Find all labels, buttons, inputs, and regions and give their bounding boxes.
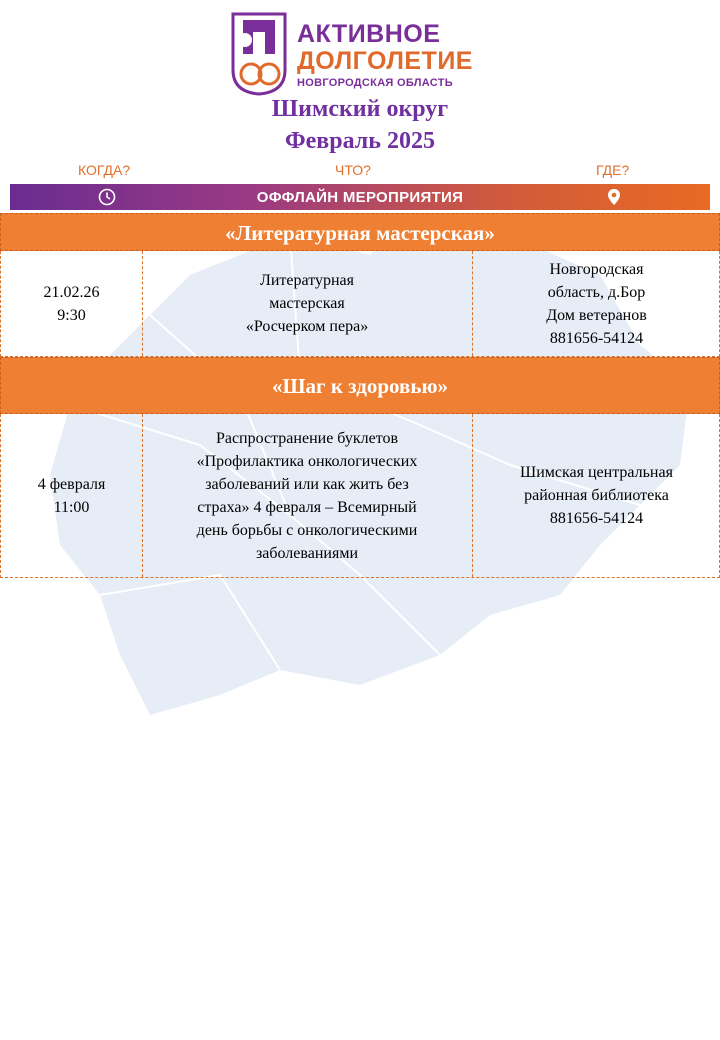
section-header-literary-workshop: «Литературная мастерская» (0, 213, 720, 251)
section-header-step-to-health: «Шаг к здоровью» (0, 357, 720, 414)
banner-label: ОФФЛАЙН МЕРОПРИЯТИЯ (256, 189, 464, 206)
event-where: Новгородская область, д.Бор Дом ветеранов 881656-54124 (546, 260, 647, 347)
page-subtitle: Февраль 2025 (285, 128, 435, 154)
event-what: Распространение буклетов «Профилактика онкологических заболеваний или как жить без страха» 4 февраля – Всемирный день борьбы с онкологическими заболеваниями (196, 429, 418, 562)
brand-line-2: ДОЛГОЛЕТИЕ (297, 47, 473, 75)
column-when-label: КОГДА? (78, 162, 131, 178)
column-what-label: ЧТО? (335, 162, 371, 178)
event-row-step-to-health (0, 414, 720, 578)
logo-emblem-icon (229, 10, 289, 96)
location-pin-icon (606, 188, 622, 206)
active-longevity-logo (229, 10, 494, 96)
offline-events-banner (10, 184, 710, 210)
event-when: 21.02.26 9:30 (43, 283, 100, 324)
brand-line-3: НОВГОРОДСКАЯ ОБЛАСТЬ (297, 77, 453, 89)
event-row-literary-workshop (0, 251, 720, 357)
page-title: Шимский округ (271, 96, 449, 122)
event-when: 4 февраля 11:00 (37, 475, 106, 516)
brand-line-1: АКТИВНОЕ (297, 20, 441, 48)
event-where: Шимская центральная районная библиотека 881656-54124 (520, 464, 673, 527)
column-where-label: ГДЕ? (596, 162, 630, 178)
event-what: Литературная мастерская «Росчерком пера» (245, 272, 369, 335)
